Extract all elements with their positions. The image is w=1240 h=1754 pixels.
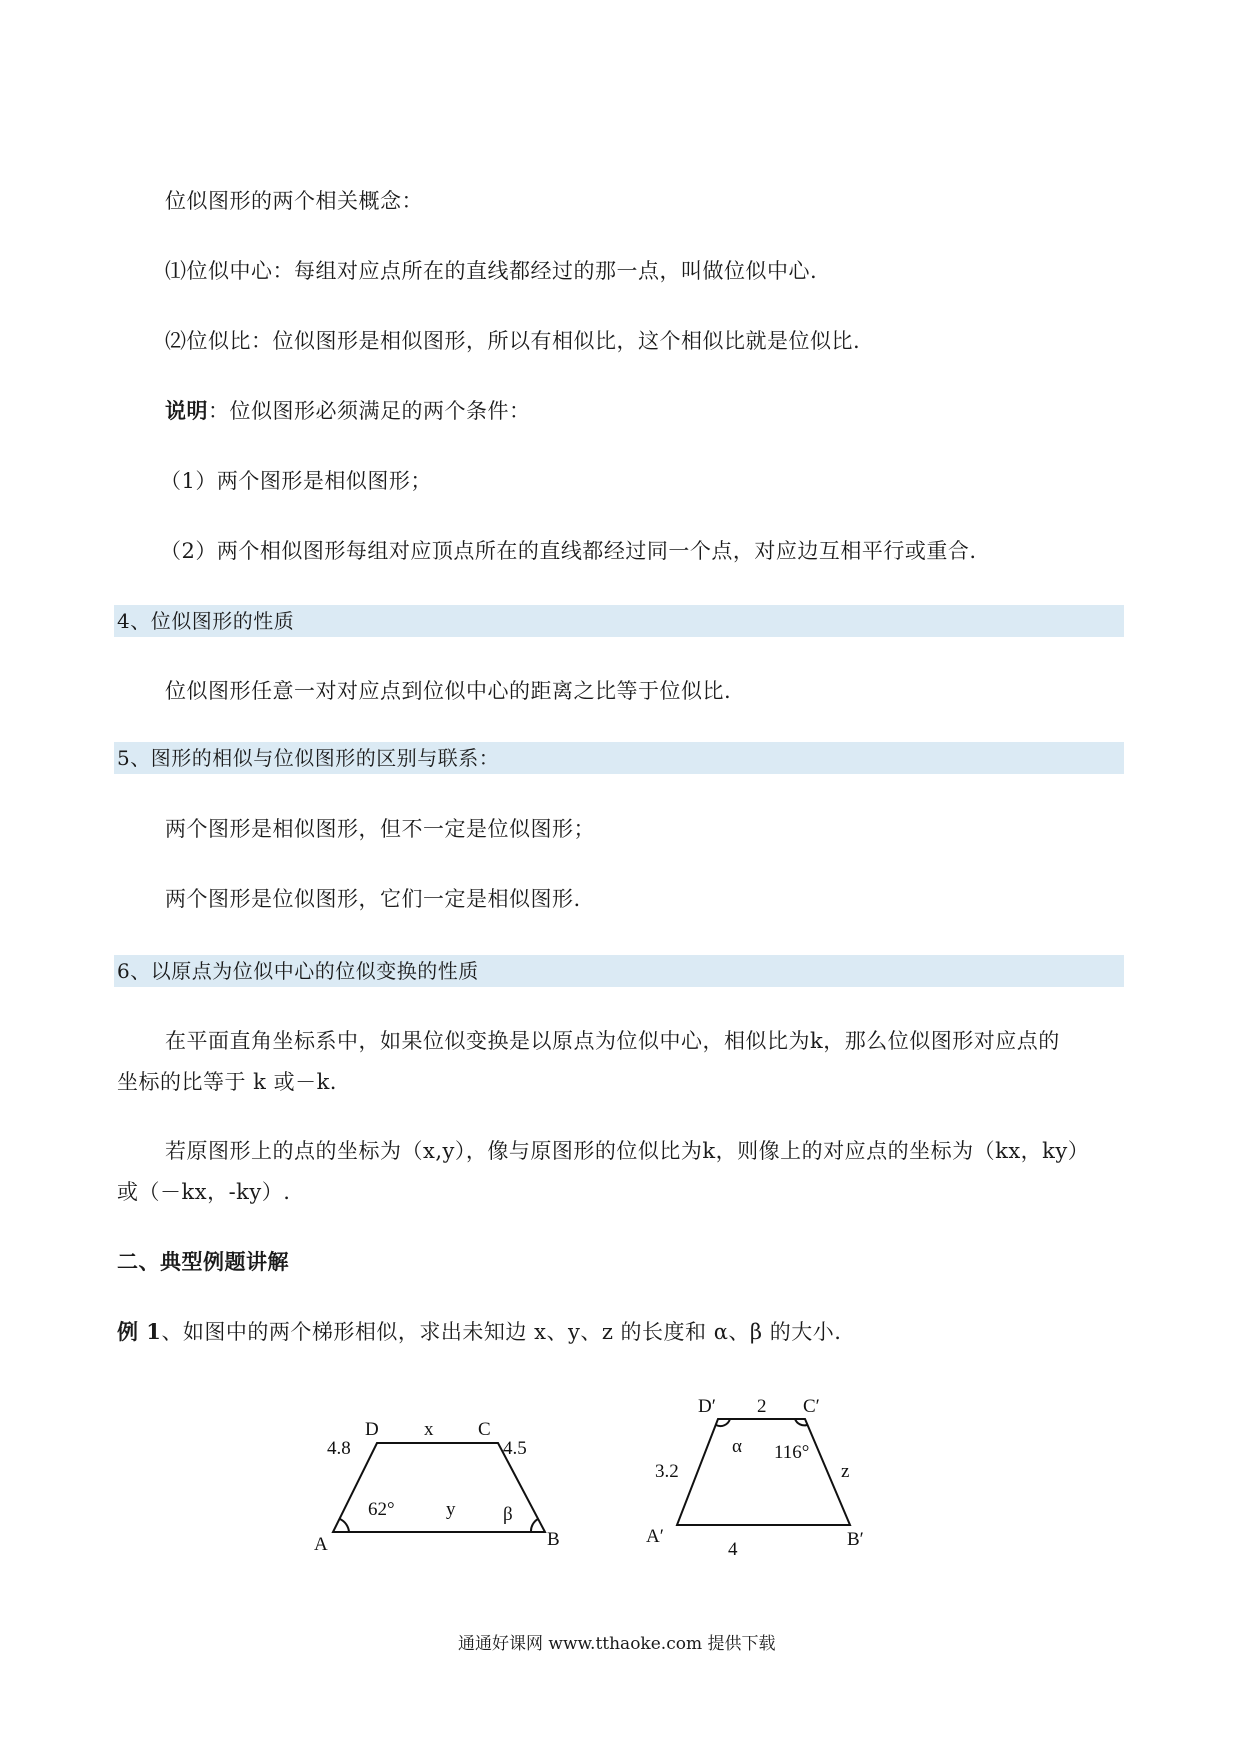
- concept-item-center: ⑴位似中心：每组对应点所在的直线都经过的那一点，叫做位似中心.: [165, 259, 818, 283]
- label-4-8: 4.8: [327, 1438, 351, 1459]
- trapezoid-abcd: [333, 1443, 545, 1532]
- section5-heading: 5、图形的相似与位似图形的区别与联系：: [117, 746, 500, 770]
- label-c-prime: C′: [803, 1396, 820, 1417]
- label-4: 4: [728, 1539, 738, 1560]
- label-b-prime: B′: [847, 1529, 864, 1550]
- concepts-title: 位似图形的两个相关概念：: [165, 189, 423, 213]
- label-beta: β: [503, 1504, 513, 1525]
- label-a: A: [314, 1534, 328, 1555]
- label-angle-116: 116°: [774, 1442, 810, 1463]
- angle-d-prime-arc: [716, 1419, 730, 1426]
- label-angle-62: 62°: [368, 1499, 395, 1520]
- example1-label: 例 1: [117, 1319, 162, 1344]
- trapezoid-abcd-outline: [333, 1443, 545, 1532]
- section5-line-1: 两个图形是相似图形，但不一定是位似图形；: [165, 817, 595, 841]
- label-c: C: [478, 1419, 491, 1440]
- example1-text: 、如图中的两个梯形相似，求出未知边 x、y、z 的长度和 α、β 的大小.: [161, 1320, 842, 1344]
- note-paragraph: [165, 397, 531, 425]
- label-z: z: [841, 1461, 850, 1482]
- concept-item-ratio: ⑵位似比：位似图形是相似图形，所以有相似比，这个相似比就是位似比.: [165, 329, 861, 353]
- section5-line-2: 两个图形是位似图形，它们一定是相似图形.: [165, 887, 581, 911]
- section6-p2-line1: 若原图形上的点的坐标为（x,y），像与原图形的位似比为k，则像上的对应点的坐标为（kx，ky）: [165, 1139, 1090, 1163]
- section6-p1-line1: 在平面直角坐标系中，如果位似变换是以原点为位似中心，相似比为k，那么位似图形对应点的: [165, 1029, 1060, 1053]
- trapezoid-abcd-prime-outline: [677, 1419, 850, 1525]
- angle-b-arc: [531, 1519, 538, 1532]
- angle-c-prime-arc: [795, 1419, 807, 1425]
- trapezoid-abcd-prime: [677, 1419, 850, 1525]
- label-alpha: α: [732, 1436, 742, 1457]
- note-label: 说明: [165, 398, 208, 423]
- angle-a-arc: [340, 1519, 349, 1532]
- note-text: ：位似图形必须满足的两个条件：: [208, 399, 531, 423]
- example1-paragraph: [117, 1318, 841, 1346]
- section6-heading: 6、以原点为位似中心的位似变换的性质: [117, 959, 479, 983]
- section4-body: 位似图形任意一对对应点到位似中心的距离之比等于位似比.: [165, 679, 732, 703]
- label-x: x: [424, 1419, 434, 1440]
- section6-p1-line2: 坐标的比等于 k 或－k.: [117, 1070, 337, 1094]
- page-footer: 通通好课网 www.tthaoke.com 提供下载: [458, 1634, 776, 1654]
- label-d-prime: D′: [698, 1396, 716, 1417]
- label-a-prime: A′: [646, 1526, 664, 1547]
- part2-heading: 二、典型例题讲解: [117, 1249, 289, 1274]
- section4-heading: 4、位似图形的性质: [117, 609, 295, 633]
- label-2: 2: [757, 1396, 767, 1417]
- label-y: y: [446, 1499, 456, 1520]
- label-4-5: 4.5: [503, 1438, 527, 1459]
- note-condition-1: （1）两个图形是相似图形；: [160, 469, 432, 493]
- section6-p2-line2: 或（－kx，-ky）.: [117, 1180, 291, 1204]
- note-condition-2: （2）两个相似图形每组对应顶点所在的直线都经过同一个点，对应边互相平行或重合.: [160, 539, 977, 563]
- label-b: B: [547, 1529, 560, 1550]
- label-d: D: [365, 1419, 379, 1440]
- label-3-2: 3.2: [655, 1461, 679, 1482]
